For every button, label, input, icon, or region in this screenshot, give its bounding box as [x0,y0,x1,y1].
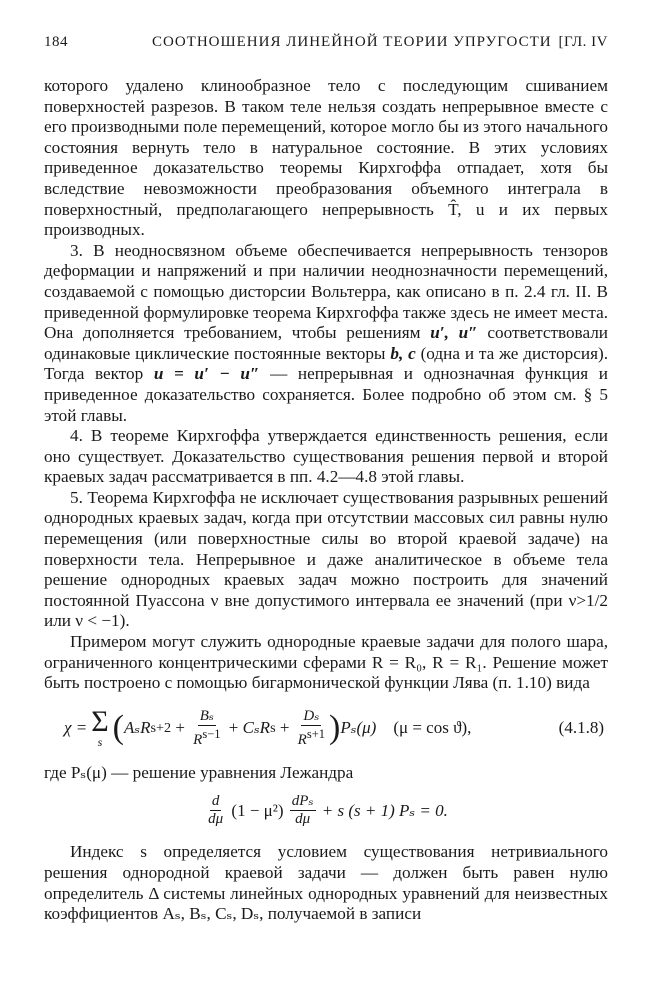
legendre-rest: + s (s + 1) Pₛ = 0. [321,800,448,820]
text-run: соответствовали одинаковые циклические постоянные векторы [44,323,608,363]
term-1-exp: s+2 [150,720,172,737]
page-number: 184 [44,34,68,50]
sigma-glyph: Σ [91,705,109,739]
paragraph: которого удалено клинообразное тело с последующим сшиванием поверхностей разрезов. В таком теле нельзя создать непрерывное вместе с его производными поле перемещений, которое могло бы из этого начального состояния вернуть тело в натуральное состояние. В этих условиях приведенное доказательство теоремы Кирхгоффа отпадает, хотя бы вследствие невозможности преобразования объемного интеграла в поверхностный, предполагающего непрерывность T̂, u и их первых производных. [44,76,608,240]
legendre-term: Pₛ(μ) [340,718,377,738]
term-3-exp: s [270,720,276,737]
dp-fraction [290,793,316,828]
paragraph-example: Примером могут служить однородные краевые задачи для полого шара, ограниченного концентрическими сферами R = R₀, R = R₁. Решение может быть построено с помощью бигармонической функции Лява (п. 1.10) вида [44,632,608,693]
term-2-fraction [191,708,222,749]
term-4-den [296,726,327,749]
chapter-label: [ГЛ. IV [558,34,608,50]
term-2-num: Bₛ [199,707,214,724]
paragraph-item-5: 5. Теорема Кирхгоффа не исключает существования разрывных решений однородных краевых задач, когда при отсутствии массовых сил равны нулю перемещения (или поверхностные силы во второй краевой задаче) на поверхности тела. Непрерывное и даже аналитическое в объеме тела решение однородных краевых задач можно построить для значений постоянной Пуассона ν вне допустимого интервала ее значений (при ν>1/2 или ν < −1). [44,487,608,631]
math-vectors-u: u′, u″ [430,323,478,343]
math-vectors-bc: b, c [390,343,416,363]
paragraph-item-3 [44,241,608,426]
eq-condition: (μ = cos ϑ), [393,718,472,738]
factor: (1 − μ²) [231,800,284,820]
term-4-den-base: R [297,731,307,748]
paragraph-legendre-intro: где Pₛ(μ) — решение уравнения Лежандра [44,762,354,782]
running-title: СООТНОШЕНИЯ ЛИНЕЙНОЙ ТЕОРИИ УПРУГОСТИ [152,34,552,50]
text-run: (одна и та же дисторсия). Тогда вектор [44,343,608,384]
text-run: 3. В неодносвязном объеме обеспечивается непрерывность тензоров деформации и напряжений и при наличии неоднозначности перемещений, создаваемой с помощью дисторсии Вольтерра, как описано в п. 2.4 гл. II. В приведенной формулировке теорема Кирхгоффа также здесь не имеет места. Она дополняется требованием, чтобы решениям [44,240,608,343]
dp-num: dPₛ [291,793,314,810]
term-4-num: Dₛ [303,707,320,724]
sum-symbol [91,705,109,750]
term-4-fraction [296,708,327,749]
equation-body: χ = Σ s ( AₛR s+2 + $\frac{\text{Bₛ}}{R^{s-1}}$ + CₛR s + $\frac{\text{Dₛ}}{R^{s+1}}$ ) Pₛ(μ) (μ = cos ϑ), [64,705,472,750]
d-den: dμ [208,811,224,828]
text-run: — непрерывная и однозначная функция и приведенное доказательство сохраняется. Более подробно об этом см. § 5 этой главы. [44,364,609,425]
eq-lhs: χ = [64,718,88,738]
paren-close: ) [329,709,341,747]
math-vector-difference: u = u′ − u″ [153,364,260,384]
running-header [44,34,608,56]
term-3: CₛR [242,718,271,738]
term-1: AₛR [124,718,151,738]
equation-number: (4.1.8) [558,718,604,738]
body-text [44,76,608,925]
paragraph-index-s: Индекс s определяется условием существования нетривиального решения однородной краевой задачи — должен быть равен нулю определитель Δ системы линейных однородных уравнений для неизвестных коэффициентов Aₛ, Bₛ, Cₛ, Dₛ, получаемой в записи [44,842,608,924]
legendre-equation [44,793,608,828]
dp-den: dμ [295,811,311,828]
sum-index: s [97,735,103,750]
equation-4-1-8 [64,705,608,750]
paren-open: ( [112,709,124,747]
derivative-operator [206,793,225,828]
term-2-den [191,726,222,749]
d-num: d [211,793,220,810]
term-4-den-exp: s+1 [306,726,326,741]
term-2-den-exp: s−1 [202,726,221,741]
term-2-den-base: R [193,731,203,748]
paragraph-item-4: 4. В теореме Кирхгоффа утверждается единственность решения, если оно существует. Доказательство существования решения первой и второй краевых задач рассматривается в пп. 4.2—4.8 этой главы. [44,426,608,487]
